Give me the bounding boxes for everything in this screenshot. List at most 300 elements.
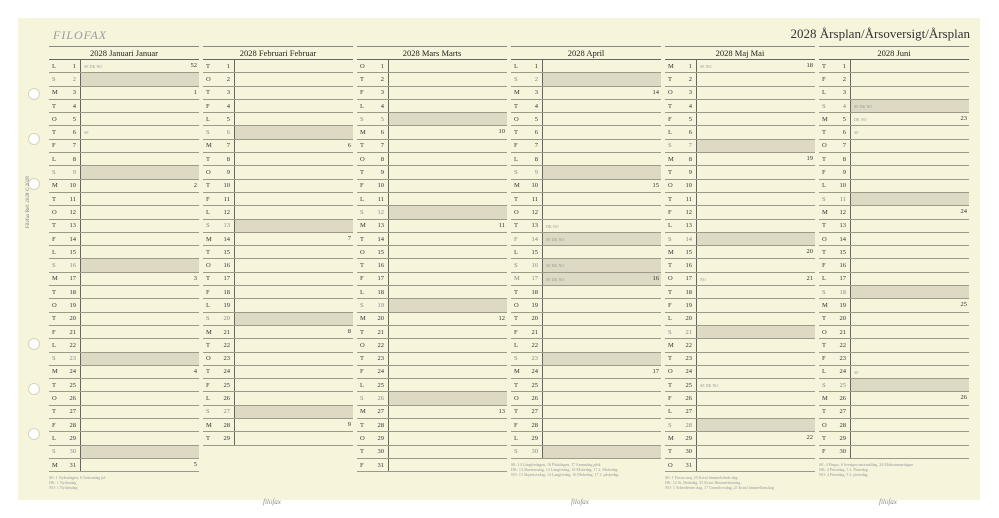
day-row[interactable] [357,273,507,286]
day-row[interactable] [49,87,199,100]
day-row[interactable] [665,126,815,139]
day-entry-area[interactable] [80,339,199,351]
day-entry-area[interactable] [234,406,353,418]
day-entry-area[interactable] [234,166,353,178]
day-row[interactable] [49,259,199,272]
day-entry-area[interactable] [388,459,507,471]
day-entry-area[interactable] [542,273,661,285]
day-row[interactable] [819,126,969,139]
day-row[interactable] [665,406,815,419]
day-row[interactable] [49,339,199,352]
day-entry-area[interactable] [542,100,661,112]
day-row[interactable] [665,313,815,326]
day-row[interactable] [203,233,353,246]
day-row[interactable] [49,379,199,392]
day-row[interactable] [357,233,507,246]
day-entry-area[interactable] [542,166,661,178]
day-entry-area[interactable] [850,286,969,298]
day-entry-area[interactable] [80,166,199,178]
day-row[interactable] [357,446,507,459]
day-entry-area[interactable] [234,126,353,138]
day-row[interactable] [203,220,353,233]
day-row[interactable] [49,73,199,86]
day-row[interactable] [49,60,199,73]
day-row[interactable] [203,353,353,366]
day-entry-area[interactable] [850,339,969,351]
day-entry-area[interactable] [696,259,815,271]
day-entry-area[interactable] [234,366,353,378]
day-entry-area[interactable] [80,193,199,205]
day-row[interactable] [819,193,969,206]
day-row[interactable] [511,206,661,219]
day-entry-area[interactable] [696,353,815,365]
day-row[interactable] [357,259,507,272]
day-entry-area[interactable] [542,392,661,404]
day-entry-area[interactable] [234,392,353,404]
day-row[interactable] [819,113,969,126]
day-row[interactable] [203,87,353,100]
day-row[interactable] [203,73,353,86]
day-row[interactable] [665,73,815,86]
day-row[interactable] [357,379,507,392]
day-entry-area[interactable] [234,60,353,72]
day-entry-area[interactable] [542,126,661,138]
day-entry-area[interactable] [850,273,969,285]
day-row[interactable] [203,406,353,419]
day-row[interactable] [819,100,969,113]
day-row[interactable] [203,392,353,405]
day-row[interactable] [665,326,815,339]
day-entry-area[interactable] [234,299,353,311]
day-row[interactable] [49,273,199,286]
day-entry-area[interactable] [388,379,507,391]
day-entry-area[interactable] [388,87,507,99]
day-row[interactable] [49,140,199,153]
day-entry-area[interactable] [696,339,815,351]
day-entry-area[interactable] [542,206,661,218]
day-entry-area[interactable] [696,246,815,258]
day-row[interactable] [49,432,199,445]
day-entry-area[interactable] [542,87,661,99]
day-row[interactable] [49,180,199,193]
day-row[interactable] [511,353,661,366]
day-entry-area[interactable] [542,153,661,165]
day-row[interactable] [511,419,661,432]
day-row[interactable] [819,87,969,100]
day-entry-area[interactable] [80,113,199,125]
day-entry-area[interactable] [696,140,815,152]
day-row[interactable] [49,459,199,472]
day-row[interactable] [357,153,507,166]
day-row[interactable] [203,299,353,312]
day-row[interactable] [511,126,661,139]
day-row[interactable] [357,220,507,233]
day-entry-area[interactable] [850,87,969,99]
day-row[interactable] [203,419,353,432]
day-entry-area[interactable] [696,446,815,458]
day-entry-area[interactable] [234,286,353,298]
day-row[interactable] [49,100,199,113]
day-entry-area[interactable] [388,353,507,365]
day-entry-area[interactable] [542,339,661,351]
day-entry-area[interactable] [80,153,199,165]
day-row[interactable] [357,326,507,339]
day-entry-area[interactable] [234,259,353,271]
day-row[interactable] [357,299,507,312]
day-entry-area[interactable] [80,180,199,192]
day-entry-area[interactable] [388,339,507,351]
day-row[interactable] [665,87,815,100]
day-row[interactable] [819,406,969,419]
day-row[interactable] [49,406,199,419]
day-row[interactable] [49,353,199,366]
day-row[interactable] [511,259,661,272]
day-row[interactable] [511,87,661,100]
day-row[interactable] [665,459,815,472]
day-row[interactable] [357,406,507,419]
day-row[interactable] [357,459,507,472]
day-entry-area[interactable] [850,220,969,232]
day-entry-area[interactable] [234,206,353,218]
day-entry-area[interactable] [388,273,507,285]
day-entry-area[interactable] [80,326,199,338]
day-row[interactable] [357,73,507,86]
day-entry-area[interactable] [850,73,969,85]
day-row[interactable] [511,432,661,445]
day-row[interactable] [357,419,507,432]
day-row[interactable] [511,166,661,179]
day-entry-area[interactable] [696,326,815,338]
day-entry-area[interactable] [388,126,507,138]
day-row[interactable] [203,193,353,206]
day-row[interactable] [665,419,815,432]
day-row[interactable] [511,193,661,206]
day-row[interactable] [511,326,661,339]
day-entry-area[interactable] [234,100,353,112]
day-entry-area[interactable] [850,379,969,391]
day-row[interactable] [203,379,353,392]
day-row[interactable] [49,419,199,432]
day-entry-area[interactable] [850,353,969,365]
day-row[interactable] [819,299,969,312]
day-row[interactable] [665,392,815,405]
day-entry-area[interactable] [850,432,969,444]
day-entry-area[interactable] [234,140,353,152]
day-row[interactable] [203,273,353,286]
day-entry-area[interactable] [542,286,661,298]
day-entry-area[interactable] [80,73,199,85]
day-row[interactable] [665,273,815,286]
day-entry-area[interactable] [542,73,661,85]
day-entry-area[interactable] [388,286,507,298]
day-row[interactable] [511,220,661,233]
day-row[interactable] [819,326,969,339]
day-entry-area[interactable] [80,406,199,418]
day-entry-area[interactable] [850,153,969,165]
day-entry-area[interactable] [388,166,507,178]
day-entry-area[interactable] [850,180,969,192]
day-row[interactable] [203,432,353,445]
day-row[interactable] [49,113,199,126]
day-row[interactable] [665,432,815,445]
day-entry-area[interactable] [696,392,815,404]
day-row[interactable] [819,206,969,219]
day-entry-area[interactable] [696,153,815,165]
day-entry-area[interactable] [542,259,661,271]
day-row[interactable] [203,180,353,193]
day-row[interactable] [665,353,815,366]
day-row[interactable] [49,193,199,206]
day-entry-area[interactable] [542,446,661,458]
day-entry-area[interactable] [542,140,661,152]
day-row[interactable] [511,73,661,86]
day-entry-area[interactable] [80,273,199,285]
day-entry-area[interactable] [542,193,661,205]
day-row[interactable] [511,113,661,126]
day-entry-area[interactable] [234,432,353,444]
day-entry-area[interactable] [696,113,815,125]
day-row[interactable] [819,379,969,392]
day-entry-area[interactable] [80,432,199,444]
day-entry-area[interactable] [388,73,507,85]
day-row[interactable] [203,126,353,139]
day-row[interactable] [357,432,507,445]
day-entry-area[interactable] [388,313,507,325]
day-entry-area[interactable] [850,326,969,338]
day-entry-area[interactable] [542,419,661,431]
day-entry-area[interactable] [542,379,661,391]
day-row[interactable] [665,220,815,233]
day-row[interactable] [665,246,815,259]
day-entry-area[interactable] [696,299,815,311]
day-entry-area[interactable] [850,419,969,431]
day-entry-area[interactable] [388,100,507,112]
day-row[interactable] [665,299,815,312]
day-entry-area[interactable] [388,392,507,404]
day-row[interactable] [357,313,507,326]
day-entry-area[interactable] [850,446,969,458]
day-row[interactable] [819,339,969,352]
day-row[interactable] [357,366,507,379]
day-row[interactable] [357,113,507,126]
day-entry-area[interactable] [80,100,199,112]
day-row[interactable] [511,233,661,246]
day-entry-area[interactable] [542,366,661,378]
day-entry-area[interactable] [388,60,507,72]
day-row[interactable] [357,193,507,206]
day-entry-area[interactable] [850,193,969,205]
day-entry-area[interactable] [696,286,815,298]
day-row[interactable] [203,153,353,166]
day-row[interactable] [819,166,969,179]
day-entry-area[interactable] [234,379,353,391]
day-row[interactable] [665,140,815,153]
day-entry-area[interactable] [850,233,969,245]
day-entry-area[interactable] [388,406,507,418]
day-entry-area[interactable] [80,299,199,311]
day-row[interactable] [819,286,969,299]
day-entry-area[interactable] [234,153,353,165]
day-entry-area[interactable] [234,273,353,285]
day-row[interactable] [49,286,199,299]
day-row[interactable] [357,166,507,179]
day-row[interactable] [665,366,815,379]
day-row[interactable] [357,126,507,139]
day-entry-area[interactable] [388,180,507,192]
day-row[interactable] [49,166,199,179]
day-row[interactable] [203,259,353,272]
day-row[interactable] [819,220,969,233]
day-entry-area[interactable] [850,392,969,404]
day-entry-area[interactable] [542,233,661,245]
day-entry-area[interactable] [234,339,353,351]
day-row[interactable] [203,113,353,126]
day-row[interactable] [357,286,507,299]
day-entry-area[interactable] [696,180,815,192]
day-entry-area[interactable] [696,166,815,178]
day-row[interactable] [819,446,969,459]
day-row[interactable] [357,353,507,366]
day-entry-area[interactable] [234,113,353,125]
day-row[interactable] [203,60,353,73]
day-entry-area[interactable] [388,113,507,125]
day-row[interactable] [357,87,507,100]
day-row[interactable] [819,246,969,259]
day-row[interactable] [511,100,661,113]
day-entry-area[interactable] [234,87,353,99]
day-row[interactable] [357,180,507,193]
day-row[interactable] [49,206,199,219]
day-row[interactable] [357,392,507,405]
day-entry-area[interactable] [850,100,969,112]
day-entry-area[interactable] [542,113,661,125]
day-row[interactable] [665,379,815,392]
day-row[interactable] [819,432,969,445]
day-entry-area[interactable] [80,419,199,431]
day-entry-area[interactable] [388,220,507,232]
day-entry-area[interactable] [388,259,507,271]
day-entry-area[interactable] [388,419,507,431]
day-row[interactable] [819,419,969,432]
day-entry-area[interactable] [80,220,199,232]
day-entry-area[interactable] [542,220,661,232]
day-entry-area[interactable] [234,233,353,245]
day-row[interactable] [665,166,815,179]
day-row[interactable] [49,392,199,405]
day-row[interactable] [49,233,199,246]
day-row[interactable] [511,446,661,459]
day-entry-area[interactable] [80,140,199,152]
day-entry-area[interactable] [696,220,815,232]
day-row[interactable] [511,406,661,419]
day-entry-area[interactable] [388,193,507,205]
day-row[interactable] [665,206,815,219]
day-entry-area[interactable] [542,60,661,72]
day-row[interactable] [665,233,815,246]
day-row[interactable] [511,392,661,405]
day-entry-area[interactable] [388,233,507,245]
day-entry-area[interactable] [696,126,815,138]
day-entry-area[interactable] [850,126,969,138]
day-entry-area[interactable] [850,299,969,311]
day-entry-area[interactable] [80,366,199,378]
day-entry-area[interactable] [80,246,199,258]
day-row[interactable] [665,60,815,73]
day-entry-area[interactable] [234,246,353,258]
day-row[interactable] [49,299,199,312]
day-entry-area[interactable] [80,87,199,99]
day-entry-area[interactable] [388,246,507,258]
day-entry-area[interactable] [80,126,199,138]
day-entry-area[interactable] [234,353,353,365]
day-entry-area[interactable] [696,419,815,431]
day-entry-area[interactable] [388,206,507,218]
day-row[interactable] [357,140,507,153]
day-row[interactable] [665,259,815,272]
day-row[interactable] [819,353,969,366]
day-entry-area[interactable] [696,406,815,418]
day-entry-area[interactable] [542,313,661,325]
day-row[interactable] [819,313,969,326]
day-row[interactable] [819,73,969,86]
day-row[interactable] [665,180,815,193]
day-entry-area[interactable] [696,313,815,325]
day-row[interactable] [511,180,661,193]
day-row[interactable] [511,366,661,379]
day-row[interactable] [49,153,199,166]
day-row[interactable] [357,246,507,259]
day-entry-area[interactable] [388,446,507,458]
day-entry-area[interactable] [388,366,507,378]
day-row[interactable] [203,326,353,339]
day-row[interactable] [665,193,815,206]
day-entry-area[interactable] [542,353,661,365]
day-row[interactable] [511,379,661,392]
day-row[interactable] [819,60,969,73]
day-entry-area[interactable] [234,326,353,338]
day-entry-area[interactable] [850,166,969,178]
day-entry-area[interactable] [388,326,507,338]
day-row[interactable] [819,153,969,166]
day-entry-area[interactable] [850,60,969,72]
day-row[interactable] [203,339,353,352]
day-row[interactable] [49,126,199,139]
day-row[interactable] [819,180,969,193]
day-entry-area[interactable] [850,406,969,418]
day-entry-area[interactable] [80,392,199,404]
day-entry-area[interactable] [850,113,969,125]
day-row[interactable] [819,140,969,153]
day-entry-area[interactable] [850,246,969,258]
day-row[interactable] [357,60,507,73]
day-entry-area[interactable] [696,459,815,471]
day-entry-area[interactable] [850,366,969,378]
day-row[interactable] [49,446,199,459]
day-entry-area[interactable] [234,193,353,205]
day-entry-area[interactable] [234,180,353,192]
day-entry-area[interactable] [696,432,815,444]
day-entry-area[interactable] [696,87,815,99]
day-row[interactable] [819,233,969,246]
day-row[interactable] [665,286,815,299]
day-row[interactable] [819,366,969,379]
day-row[interactable] [203,166,353,179]
day-row[interactable] [49,313,199,326]
day-entry-area[interactable] [542,180,661,192]
day-entry-area[interactable] [542,326,661,338]
day-entry-area[interactable] [696,366,815,378]
day-entry-area[interactable] [542,299,661,311]
